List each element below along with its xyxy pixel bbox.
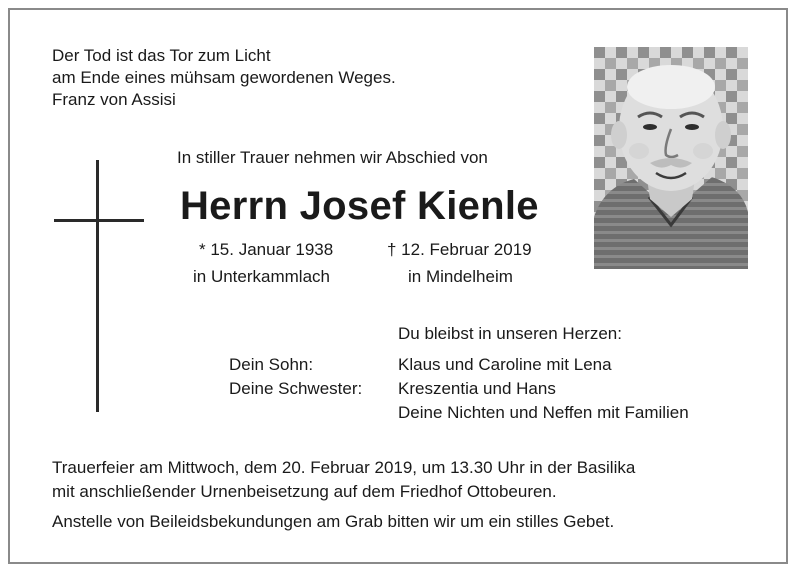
death-place: in Mindelheim (408, 267, 513, 286)
relation-son: Dein Sohn: (229, 355, 314, 374)
service-line-3: Anstelle von Beileidsbekundungen am Grab bitten wir um ein stilles Gebet. (52, 512, 615, 531)
service-line-1: Trauerfeier am Mittwoch, dem 20. Februar 2019, um 13.30 Uhr in der Basilika (52, 458, 636, 477)
deceased-name: Herrn Josef Kienle (180, 184, 539, 228)
names-son: Klaus und Caroline mit Lena (398, 355, 612, 374)
portrait-photo (594, 47, 748, 269)
service-line-2: mit anschließender Urnenbeisetzung auf dem Friedhof Ottobeuren. (52, 482, 557, 501)
quote-line-1: Der Tod ist das Tor zum Licht (52, 46, 271, 65)
intro-text: In stiller Trauer nehmen wir Abschied von (177, 148, 488, 167)
death-date: † 12. Februar 2019 (387, 240, 532, 259)
family-heading: Du bleibst in unseren Herzen: (398, 324, 622, 343)
names-nieces-nephews: Deine Nichten und Neffen mit Familien (398, 403, 689, 422)
relation-sister: Deine Schwester: (229, 379, 363, 398)
birth-place: in Unterkammlach (193, 267, 330, 286)
birth-date: * 15. Januar 1938 (199, 240, 334, 259)
names-sister: Kreszentia und Hans (398, 379, 556, 398)
quote-author: Franz von Assisi (52, 90, 176, 109)
quote-line-2: am Ende eines mühsam gewordenen Weges. (52, 68, 396, 87)
